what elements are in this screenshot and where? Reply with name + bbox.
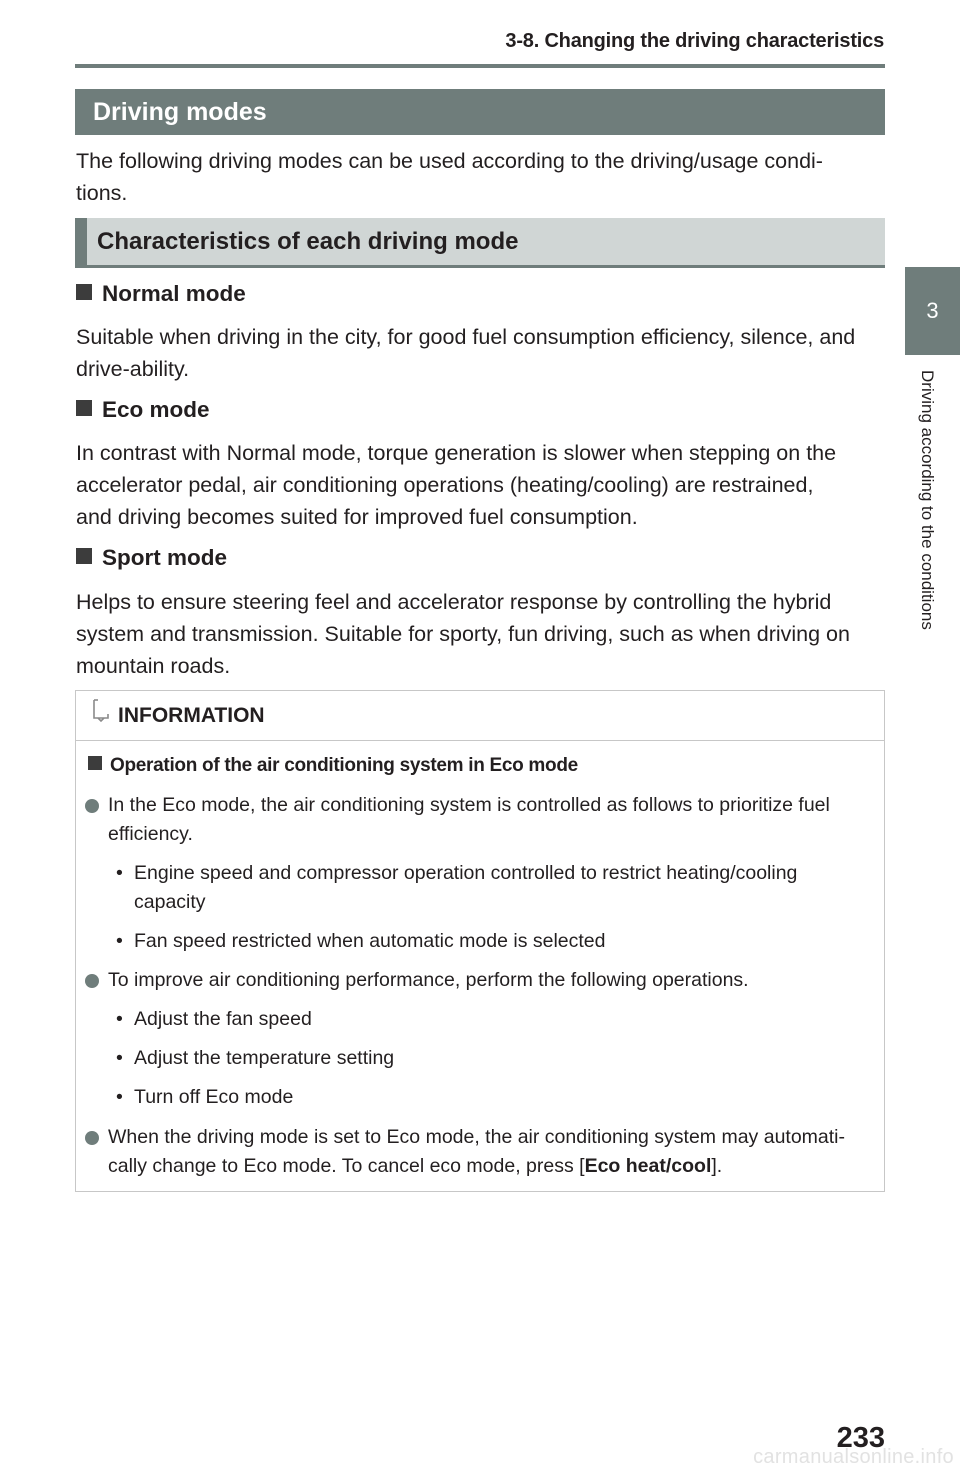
dot-bullet-icon: •	[116, 930, 123, 952]
dot-bullet-icon: •	[116, 1086, 123, 1108]
circle-bullet-icon	[85, 799, 99, 813]
square-bullet-icon	[88, 756, 102, 770]
eco-mode-text-3: and driving becomes suited for improved fuel consumption.	[76, 505, 638, 529]
information-icon	[92, 691, 110, 741]
sport-mode-text-2: system and transmission. Suitable for sporty, fun driving, such as when driving on	[76, 622, 850, 646]
info-bullet-1-line-1: In the Eco mode, the air conditioning system is controlled as follows to prioritize fuel	[108, 794, 830, 816]
info-bullet-1-sub-1-line-2: capacity	[134, 891, 206, 913]
subsection-title: Characteristics of each driving mode	[75, 218, 885, 268]
info-bullet-2-sub-1: Adjust the fan speed	[134, 1008, 312, 1030]
intro-line-2: tions.	[76, 181, 128, 205]
chapter-tab: 3	[905, 267, 960, 355]
running-header: 3-8. Changing the driving characteristics	[505, 30, 884, 52]
eco-mode-text-2: accelerator pedal, air conditioning operations (heating/cooling) are restrained,	[76, 473, 814, 497]
intro-line-1: The following driving modes can be used according to the driving/usage condi-	[76, 149, 823, 173]
info-bullet-3-text-post: ].	[711, 1155, 723, 1177]
information-box	[75, 690, 885, 1192]
watermark: carmanualsonline.info	[753, 1446, 954, 1468]
sport-mode-text-3: mountain roads.	[76, 654, 231, 678]
circle-bullet-icon	[85, 1131, 99, 1145]
header-rule	[75, 64, 885, 68]
sport-mode-title: Sport mode	[102, 545, 228, 570]
dot-bullet-icon: •	[116, 1008, 123, 1030]
normal-mode-text-1: Suitable when driving in the city, for good fuel consumption efficiency, silence, and	[76, 325, 856, 349]
normal-mode-text-2: drive-ability.	[76, 357, 190, 381]
info-bullet-2-sub-2: Adjust the temperature setting	[134, 1047, 395, 1069]
dot-bullet-icon: •	[116, 862, 123, 884]
info-bullet-1-line-2: efficiency.	[108, 823, 193, 845]
information-subheading	[88, 753, 578, 779]
normal-mode-heading	[76, 279, 246, 309]
square-bullet-icon	[76, 400, 92, 416]
normal-mode-title: Normal mode	[102, 281, 246, 306]
information-subheading-text: Operation of the air conditioning system in Eco mode	[110, 755, 578, 776]
square-bullet-icon	[76, 548, 92, 564]
dot-bullet-icon: •	[116, 1047, 123, 1069]
information-header	[76, 691, 884, 741]
sport-mode-text-1: Helps to ensure steering feel and accelerator response by controlling the hybrid	[76, 590, 832, 614]
info-bullet-1-sub-2: Fan speed restricted when automatic mode is selected	[134, 930, 606, 952]
eco-mode-title: Eco mode	[102, 397, 210, 422]
eco-mode-heading	[76, 395, 210, 425]
chapter-title: Driving according to the conditions	[918, 370, 937, 630]
eco-mode-text-1: In contrast with Normal mode, torque generation is slower when stepping on the	[76, 441, 837, 465]
info-bullet-2-sub-3: Turn off Eco mode	[134, 1086, 294, 1108]
section-title: Driving modes	[75, 89, 885, 135]
page-number: 233	[836, 1422, 885, 1454]
info-bullet-3-line-1: When the driving mode is set to Eco mode, the air conditioning system may automati-	[108, 1126, 846, 1148]
info-bullet-2: To improve air conditioning performance, perform the following operations.	[108, 969, 749, 991]
sport-mode-heading	[76, 543, 227, 573]
circle-bullet-icon	[85, 974, 99, 988]
information-label: INFORMATION	[118, 704, 265, 727]
eco-heat-cool-button-label: Eco heat/cool	[584, 1155, 712, 1177]
square-bullet-icon	[76, 284, 92, 300]
info-bullet-3-line-2	[108, 1152, 722, 1181]
info-bullet-1-sub-1-line-1: Engine speed and compressor operation controlled to restrict heating/cooling	[134, 862, 798, 884]
info-bullet-3-text-pre: cally change to Eco mode. To cancel eco mode, press [	[108, 1155, 585, 1177]
